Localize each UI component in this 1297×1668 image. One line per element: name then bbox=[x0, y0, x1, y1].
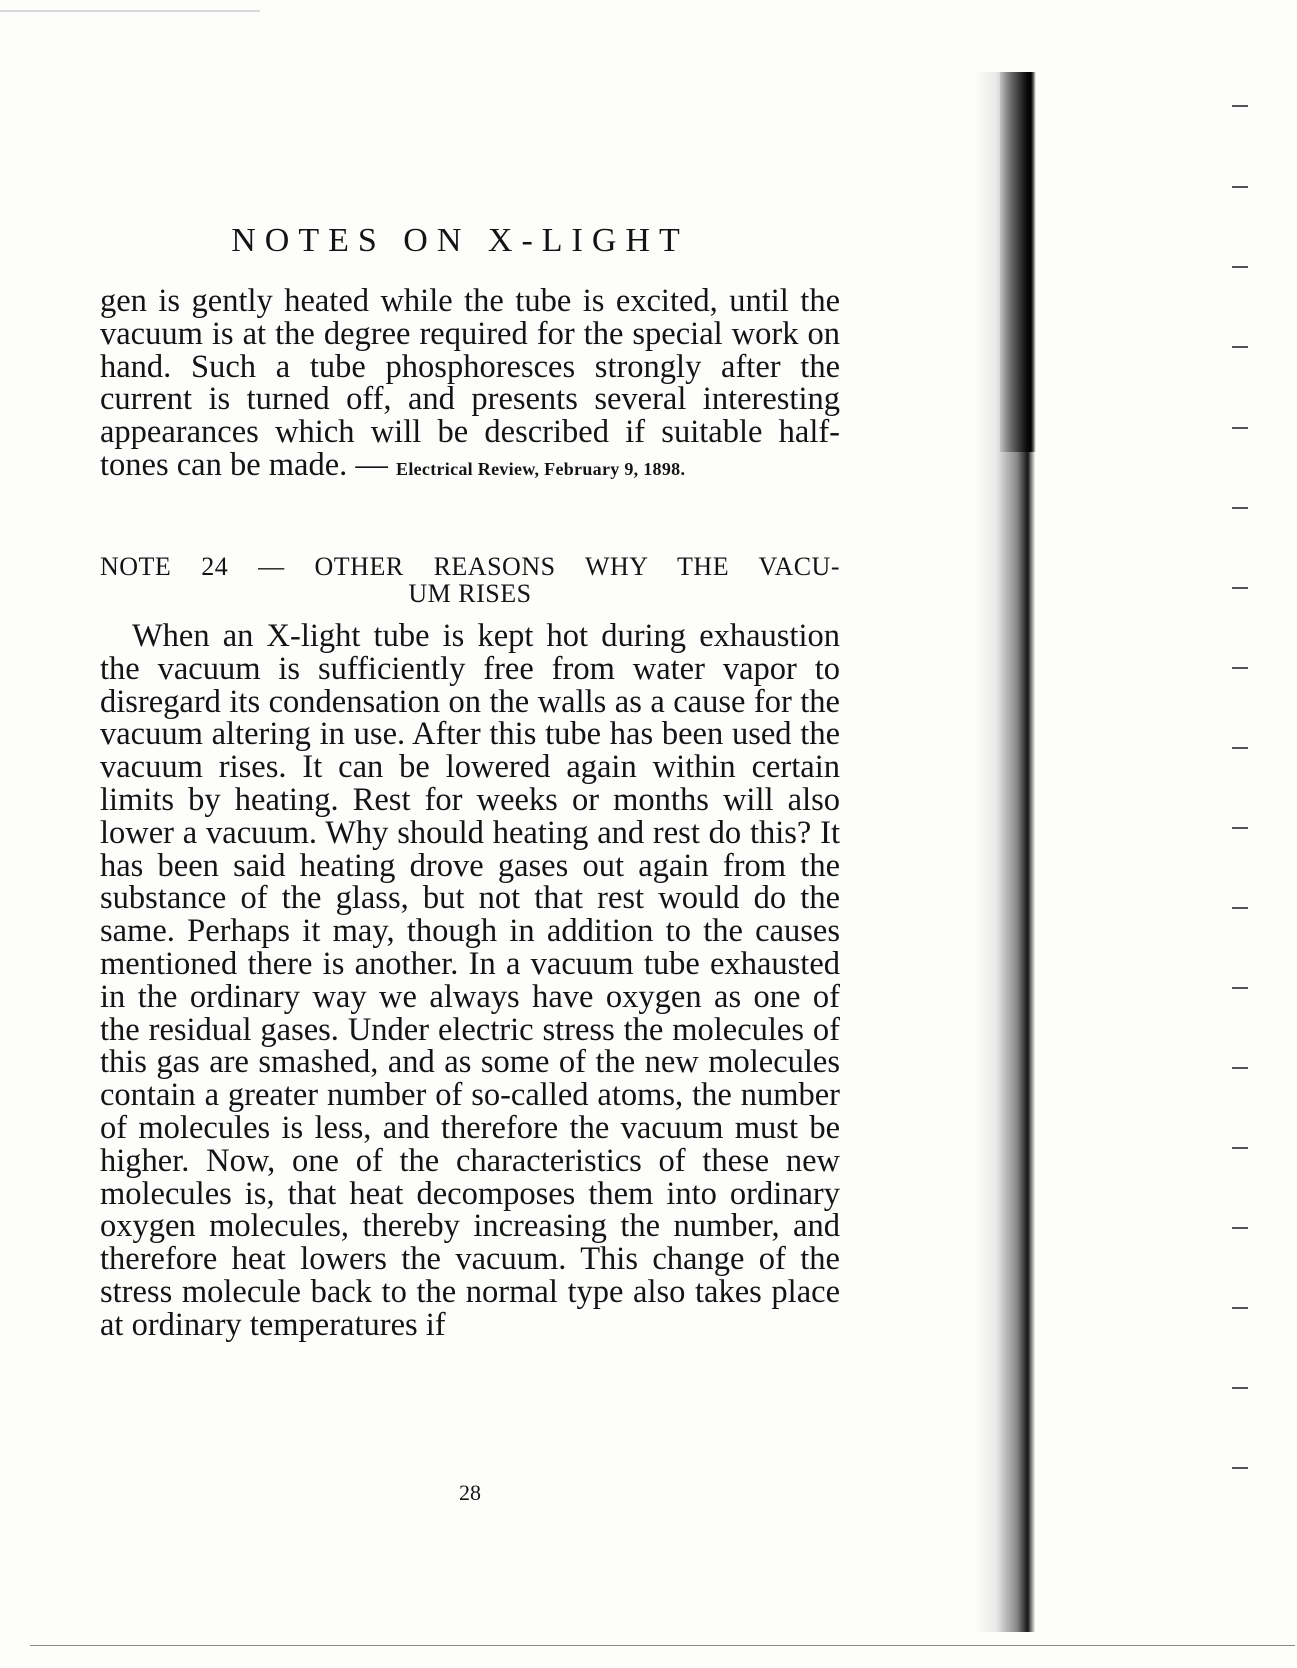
running-head: NOTES ON X-LIGHT bbox=[231, 222, 689, 259]
scan-artifact bbox=[0, 10, 260, 12]
page-number: 28 bbox=[459, 1480, 481, 1505]
edge-tick-marks bbox=[1232, 0, 1262, 1668]
main-paragraph: When an X-light tube is kept hot during exhaustion the vacuum is sufficiently free from water vapor to disregard its condensation on the walls as a cause for the vacuum altering in use. After this tube has been used the vacuum rises. It can be lowered again within certain limits by heating. Rest for weeks or months will also lower a vacuum. Why should heating and rest do this? It has been said heating drove gases out again from the substance of the glass, but not that rest would do the same. Perhaps it may, though in addition to the causes mentioned there is another. In a vacuum tube exhausted in the ordinary way we always have oxygen as one of the residual gases. Under electric stress the molecules of this gas are smashed, and as some of the new molecules contain a greater number of so-called atoms, the number of molecules is less, and therefore the vacuum must be higher. Now, one of the characteristics of these new molecules is, that heat decomposes them into ordinary oxygen molecules, thereby increasing the number, and therefore heat lowers the vacuum. This change of the stress molecule back to the normal type also takes place at ordinary temperatures if bbox=[100, 618, 840, 1343]
note-heading-line1: NOTE 24 — OTHER REASONS WHY THE VACU- bbox=[100, 552, 840, 581]
continued-paragraph bbox=[100, 285, 840, 486]
note-heading-line2: UM RISES bbox=[408, 579, 532, 608]
scan-edge-line bbox=[30, 1645, 1295, 1646]
note-heading bbox=[100, 553, 840, 607]
citation: Electrical Review, February 9, 1898. bbox=[396, 458, 686, 479]
binding-shadow-dark bbox=[1000, 72, 1036, 452]
continued-paragraph-text: gen is gently heated while the tube is excited, until the vacuum is at the degree required for the special work on hand. Such a tube phosphoresces strongly after the current is turned off, and presents several interesting appearances which will be described if suitable half-tones can be made. — bbox=[100, 283, 840, 483]
